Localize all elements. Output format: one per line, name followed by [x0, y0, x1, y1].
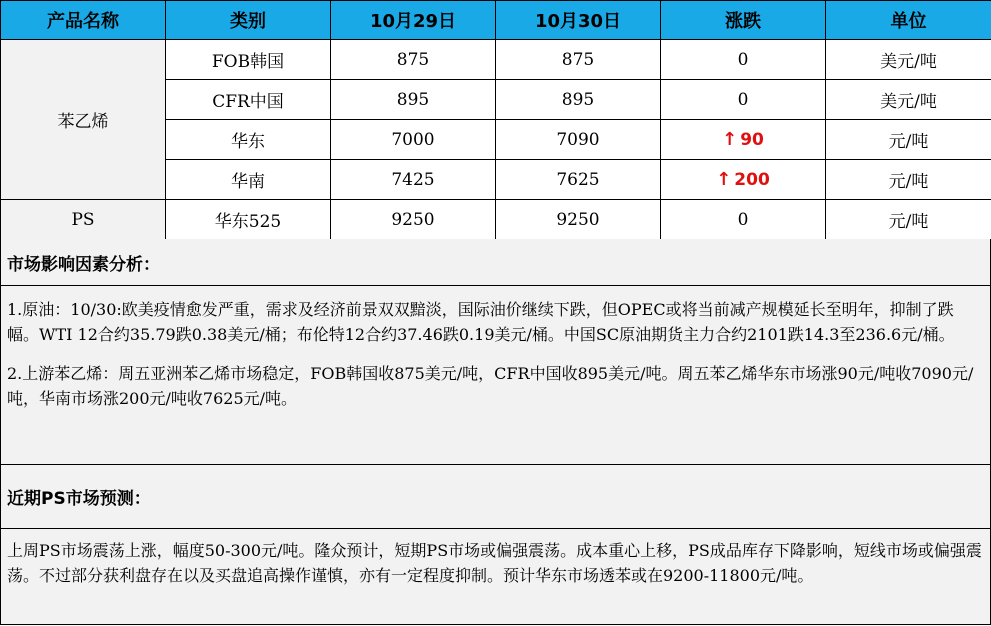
forecast-title: 近期PS市场预测： [7, 489, 151, 509]
date2-cell: 895 [496, 80, 661, 120]
change-cell: 0 [661, 80, 826, 120]
header-unit: 单位 [826, 1, 991, 40]
unit-cell: 元/吨 [826, 120, 991, 160]
analysis-title-section [0, 239, 991, 286]
date1-cell: 875 [331, 40, 496, 80]
date2-cell: 7625 [496, 160, 661, 200]
up-arrow-icon: ↑ [716, 169, 732, 190]
change-cell: 0 [661, 200, 826, 240]
category-cell: 华东525 [166, 200, 331, 240]
forecast-body-section [0, 529, 991, 625]
date2-cell: 875 [496, 40, 661, 80]
category-cell: CFR中国 [166, 80, 331, 120]
product-cell: 苯乙烯 [1, 40, 166, 200]
category-cell: 华南 [166, 160, 331, 200]
header-date-2: 10月30日 [496, 1, 661, 40]
table-row [1, 200, 991, 240]
change-value: 200 [734, 170, 770, 190]
date1-cell: 895 [331, 80, 496, 120]
date2-cell: 9250 [496, 200, 661, 240]
category-cell: FOB韩国 [166, 40, 331, 80]
unit-cell: 美元/吨 [826, 40, 991, 80]
up-arrow-icon: ↑ [722, 129, 738, 150]
header-product: 产品名称 [1, 1, 166, 40]
forecast-title-section [0, 465, 991, 529]
change-cell [661, 160, 826, 200]
table-row [1, 40, 991, 80]
header-change: 涨跌 [661, 1, 826, 40]
date2-cell: 7090 [496, 120, 661, 160]
analysis-body-section [0, 286, 991, 465]
forecast-paragraph: 上周PS市场震荡上涨，幅度50-300元/吨。隆众预计，短期PS市场或偏强震荡。成本重心上移，PS成品库存下降影响，短线市场或偏强震荡。不过部分获利盘存在以及买盘追高操作谨慎，亦有一定程度抑制。预计华东市场透苯或在9200-11800元/吨。 [7, 541, 982, 585]
category-cell: 华东 [166, 120, 331, 160]
analysis-paragraph-crude: 1.原油：10/30:欧美疫情愈发严重，需求及经济前景双双黯淡，国际油价继续下跌，但OPEC或将当前减产规模延长至明年，抑制了跌幅。WTI 12合约35.79跌0.38美元/桶；布伦特12合约37.46跌0.19美元/桶。中国SC原油期货主力合约2101跌14.3至236.6元/桶。 [7, 300, 955, 344]
date1-cell: 7000 [331, 120, 496, 160]
unit-cell: 美元/吨 [826, 80, 991, 120]
date1-cell: 9250 [331, 200, 496, 240]
change-cell [661, 120, 826, 160]
unit-cell: 元/吨 [826, 160, 991, 200]
product-cell: PS [1, 200, 166, 240]
change-cell: 0 [661, 40, 826, 80]
header-category: 类别 [166, 1, 331, 40]
analysis-title: 市场影响因素分析： [7, 254, 160, 275]
change-value: 90 [740, 130, 764, 150]
header-date-1: 10月29日 [331, 1, 496, 40]
analysis-paragraph-styrene: 2.上游苯乙烯：周五亚洲苯乙烯市场稳定，FOB韩国收875美元/吨，CFR中国收895美元/吨。周五苯乙烯华东市场涨90元/吨收7090元/吨，华南市场涨200元/吨收7625元/吨。 [7, 364, 974, 408]
unit-cell: 元/吨 [826, 200, 991, 240]
price-table [0, 0, 991, 240]
date1-cell: 7425 [331, 160, 496, 200]
table-header-row [1, 1, 991, 40]
